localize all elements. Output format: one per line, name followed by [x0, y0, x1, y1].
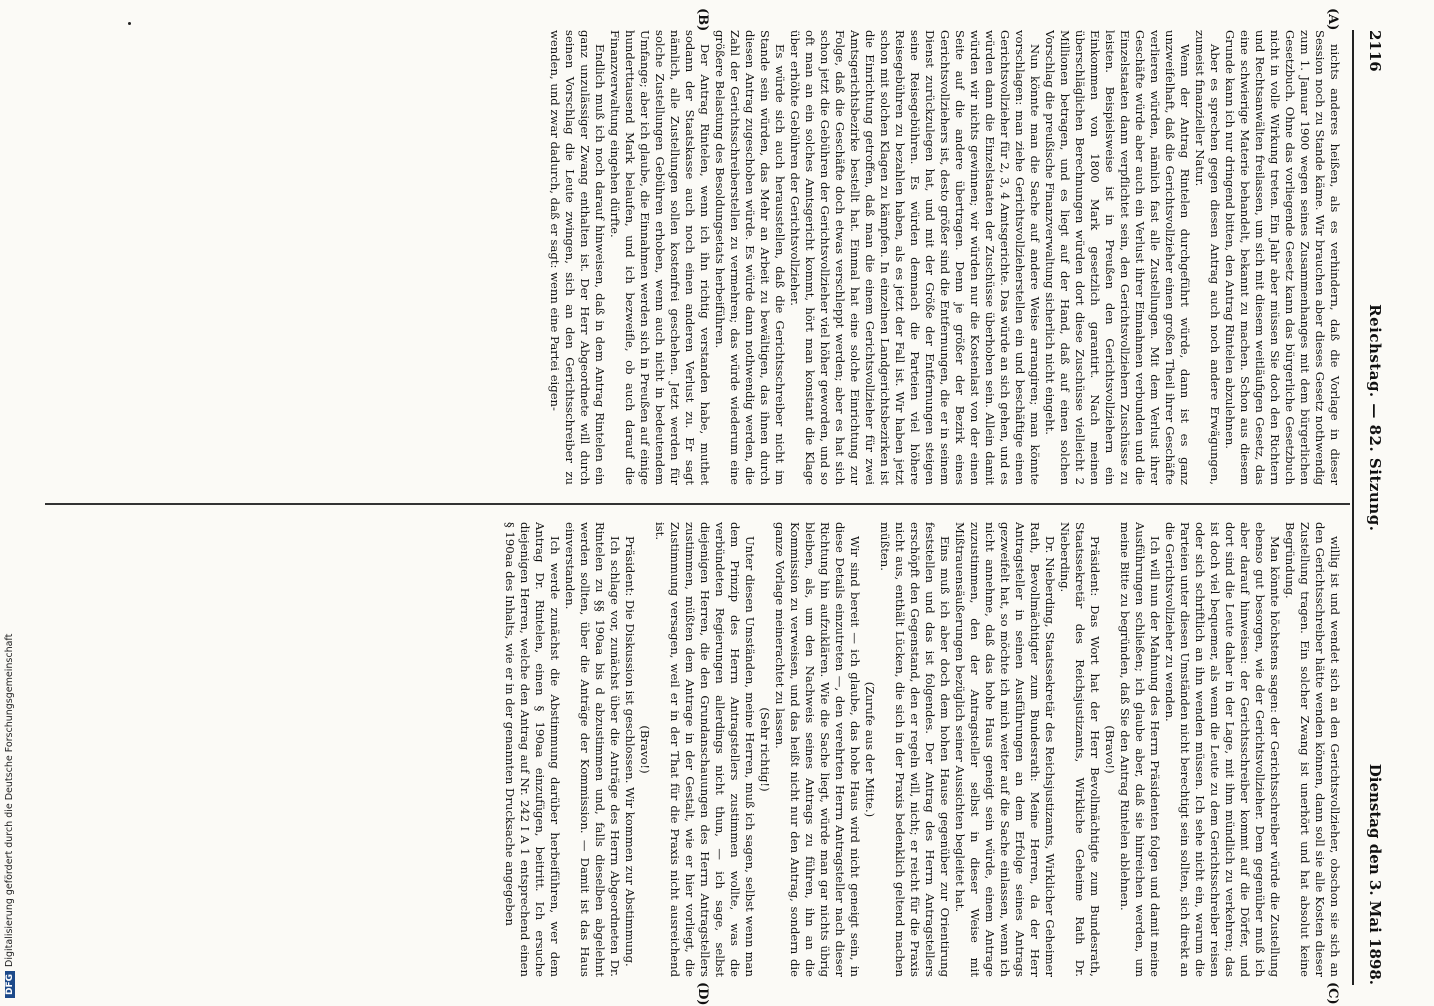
print-speck — [128, 22, 131, 25]
rotated-document-page — [40, 8, 1390, 1006]
column-divider — [45, 503, 1350, 505]
paragraph: willig ist und wendet sich an den Gerichtsvollzieher, obschon sie sich an den Gerichtsschreiber hätte wenden können, dann soll sie alle Kosten dieser Zustellung tragen. Ein solcher Zwang ist unerhört und hat absolut keine Begründung. — [1283, 522, 1342, 977]
paragraph: Präsident: Die Diskussion ist geschlossen. Wir kommen zur Abstimmung. — [623, 536, 637, 967]
paragraph: Ich schlage vor, zunächst über die Anträge des Herrn Abgeordneten Dr. Rintelen zu §§ 190aa bis d abzustimmen und, falls dieselben abgelehnt werden sollten, über die Anträge der Kommission. — Damit ist das Haus einverstanden. — [563, 522, 622, 977]
margin-marker-a: (A) — [1325, 8, 1340, 31]
paragraph: (Sehr richtig!) — [758, 707, 772, 792]
paragraph: Wir sind bereit — ich glaube, das hohe Haus wird nicht geneigt sein, in diese Details einzutreten —, den verehrten Herrn Antragsteller nach dieser Richtung hin aufzuklären. Wie die Sache liegt, würde man gar nichts übrig bleiben, als, um den Nachweis seines Antrags zu führen, ihn an die Kommission zu verweisen, und das heißt nicht nur den Antrag, sondern die ganze Vorlage meinerachtet zu lassen. — [773, 522, 862, 977]
margin-marker-d: (D) — [695, 982, 710, 1006]
paragraph: Unter diesen Umständen, meine Herren, muß ich sagen, selbst wenn man dem Prinzip des Herrn Antragstellers zustimmen wollte, was die verbündeten Regierungen allerdings nicht thun, — ich sage, selbst diejenigen Herren, die den Grundanschauungen des Herrn Antragstellers zustimmen, müßten dem Antrage in der Gestalt, wie er hier vorliegt, die Zustimmung versagen, weil er in der That für die Praxis nicht ausreichend ist. — [653, 522, 757, 977]
session-date: Dienstag den 3. Mai 1898. — [1366, 763, 1384, 985]
margin-marker-c: (C) — [1325, 982, 1340, 1005]
paragraph: nichts anderes heißen, als es verhindern, daß die Vorlage in dieser Session noch zu Stande käme. Wir brauchen aber dieses Gesetz nothwendig zum 1. Januar 1900 wegen seines Zusammenhanges mit dem bürgerlichen Gesetzbuch. Ohne das vorliegende Gesetz kann das bürgerliche Gesetzbuch nicht in volle Wirkung treten. Ein Jahr aber müssen Sie doch den Richtern und Rechtsanwälten freilassen, um sich mit diesem weitläufigen Gesetz, das eine schwierige Materie behandelt, bekannt zu machen. Schon aus diesem Grunde kann ich nur dringend bitten, den Antrag Rintelen abzulehnen. — [1223, 30, 1342, 485]
paragraph: (Bravo!) — [1103, 725, 1117, 774]
right-text-column — [52, 522, 1342, 977]
paragraph: Ich will nun der Mahnung des Herrn Präsidenten folgen und damit meine Ausführungen schließen; ich glaube aber, daß sie hinreichen werden, um meine Bitte zu begründen, daß Sie den Antrag Rintelen ablehnen. — [1118, 522, 1162, 977]
margin-marker-b: (B) — [695, 8, 710, 32]
dfg-logo: DFG — [5, 971, 15, 998]
paragraph: Nun könnte man die Sache auf andere Weise arrangiren; man könnte vorschlagen: man ziehe Gerichtsvollzieherstellen ein und beschäftige einen Gerichtsvollzieher für 2, 3, 4 Amtsgerichte. Das würde an sich gehen, und es würden dann die Einzelstaaten der Zuschüsse überhoben sein. Allein damit würden wir nichts gewinnen; wir würden nur die Kostenlast von der einen Seite auf die andere übertragen. Denn je größer der Bezirk eines Gerichtsvollziehers ist, desto größer sind die Entfernungen, die er in seinem Dienst zurückzulegen hat, und mit der Größe der Entfernungen steigen seine Reisegebühren. Es würden demnach die Parteien viel höhere Reisegebühren zu bezahlen haben, als es jetzt der Fall ist. Wir haben jetzt schon mit solchen Klagen zu kämpfen. In einzelnen Landgerichtsbezirken ist die Einrichtung getroffen, daß man die einem Gerichtsvollzieher für zwei Amtsgerichtsbezirke bestellt hat. Einmal hat eine solche Einrichtung zur Folge, daß die Geschäfte doch etwas verschleppt werden; aber es hat sich schon jetzt die Gebühren der Gerichtsvollzieher viel höher geworden, und so oft man an ein solches Amtsgericht kommt, hört man konstant die Klage über erhöhte Gebühren der Gerichtsvollzieher. — [788, 30, 1042, 485]
digitization-credit — [4, 634, 15, 998]
paragraph: Präsident: Das Wort hat der Herr Bevollmächtigte zum Bundesrath, Staatssekretär des Reichsjustizamts, Wirkliche Geheime Rath Dr. Nieberding. — [1058, 522, 1102, 977]
paragraph: Ich werde zunächst die Abstimmung darüber herbeiführen, wer dem Antrag Dr. Rintelen, einen § 190aa einzufügen, beitritt. Ich ersuche diejenigen Herren, welche den Antrag auf Nr. 242 I A 1 entsprechend einen § 190aa des Inhalts, wie er in der genannten Drucksache angegeben — [503, 522, 562, 977]
page-header — [1360, 30, 1390, 985]
paragraph: Aber es sprechen gegen diesen Antrag auch noch andere Erwägungen, zumeist finanzieller Natur. — [1193, 30, 1222, 485]
paragraph: Dr. Nieberding, Staatssekretär des Reichsjustizamts, Wirklicher Geheimer Rath, Bevollmächtigter zum Bundesrath: Meine Herren, da der Herr Antragsteller in seinen Ausführungen an dem Erfolge seines Antrags gezweifelt hat, so möchte ich mich weiter auf die Sache einlassen, wenn ich nicht annehme, daß das hohe Haus geneigt sein würde, einem Antrage zuzustimmen, den der Antragsteller selbst in dieser Weise mit Mißtrauensäußerungen bezüglich seiner Aussichten begleitet hat. — [953, 522, 1057, 977]
page-number: 2116 — [1366, 30, 1384, 72]
session-title: Reichstag. — 82. Sitzung. — [1366, 304, 1384, 532]
paragraph: (Bravo!) — [638, 725, 652, 774]
left-text-column — [52, 30, 1342, 485]
paragraph: Der Antrag Rintelen, wenn ich ihn richtig verstanden habe, muthet sodann der Staatskasse auch noch einen anderen Verlust zu. Er sagt nämlich, alle Zustellungen sollen kostenfrei geschehen. Jetzt werden für solche Zustellungen Gebühren erhoben, wenn auch nicht in bedeutendem Umfange; aber ich glaube, die Einnahmen werden sich in Preußen auf einige hunderttausend Mark belaufen, und ich bezweifle, ob auch darauf die Finanzverwaltung eingehen dürfte. — [608, 30, 712, 485]
paragraph: (Zurufe aus der Mitte.) — [863, 681, 877, 818]
paragraph: Man könnte höchstens sagen: der Gerichtsschreiber würde die Zustellung ebenso gut besorgen, wie der Gerichtsvollzieher. Dem gegenüber muß ich aber darauf hinweisen: der Gerichtsschreiber kommt auf die Dörfer, und dort sind die Leute daher in der Lage, mit ihm mündlich zu verkehren; das ist doch viel bequemer, als wenn die Leute zu dem Gerichtsschreiber reisen oder sich schriftlich an ihn wenden müssen. Ich sehe nicht ein, warum die Parteien unter diesen Umständen nicht berechtigt sein sollten, sich direkt an die Gerichtsvollzieher zu wenden. — [1163, 522, 1282, 977]
digitization-credit-text: Digitalisierung gefördert durch die Deutsche Forschungsgemeinschaft — [4, 633, 15, 967]
header-rule — [1352, 30, 1354, 985]
paragraph: Endlich muß ich noch darauf hinweisen, daß in dem Antrag Rintelen ein ganz unzulässiger Zwang enthalten ist. Der Herr Abgeordnete will durch seinen Vorschlag die Leute zwingen, sich an den Gerichtsschreiber zu wenden, und zwar dadurch, daß er sagt: wenn eine Partei eigen- — [548, 30, 607, 485]
paragraph: Es würde sich auch herausstellen, daß die Gerichtsschreiber nicht im Stande sein würden, das Mehr an Arbeit zu bewältigen, das ihnen durch diesen Antrag zugeschoben würde. Es würde dann nothwendig werden, die Zahl der Gerichtsschreiberstellen zu vermehren; das würde wiederum eine größere Belastung des Besoldungsetats herbeiführen. — [713, 30, 787, 485]
paragraph: Wenn der Antrag Rintelen durchgeführt würde, dann ist es ganz unzweifelhaft, daß die Gerichtsvollzieher einen großen Theil ihrer Geschäfte verlieren würden, nämlich fast alle Zustellungen. Mit dem Verlust ihrer Geschäfte würde aber auch ein Verlust ihrer Einnahmen verbunden und die Einzelstaaten dann verpflichtet sein, den Gerichtsvollziehern Zuschüsse zu leisten. Beispielsweise ist in Preußen den Gerichtsvollziehern ein Einkommen von 1800 Mark gesetzlich garantirt. Nach meinen überschläglichen Berechnungen würden dort diese Zuschüsse vielleicht 2 Millionen betragen, und es liegt auf der Hand, daß auf einen solchen Vorschlag die preußische Finanzverwaltung sicherlich nicht eingeht. — [1043, 30, 1192, 485]
paragraph: Eins muß ich aber doch dem hohen Hause gegenüber zur Orientirung feststellen und das ist folgendes. Der Antrag des Herrn Antragstellers erschöpft den Gegenstand, den er regeln will, nicht; er reicht für die Praxis nicht aus, enthält Lücken, die sich in der Praxis bedenklich geltend machen müßten. — [878, 522, 952, 977]
